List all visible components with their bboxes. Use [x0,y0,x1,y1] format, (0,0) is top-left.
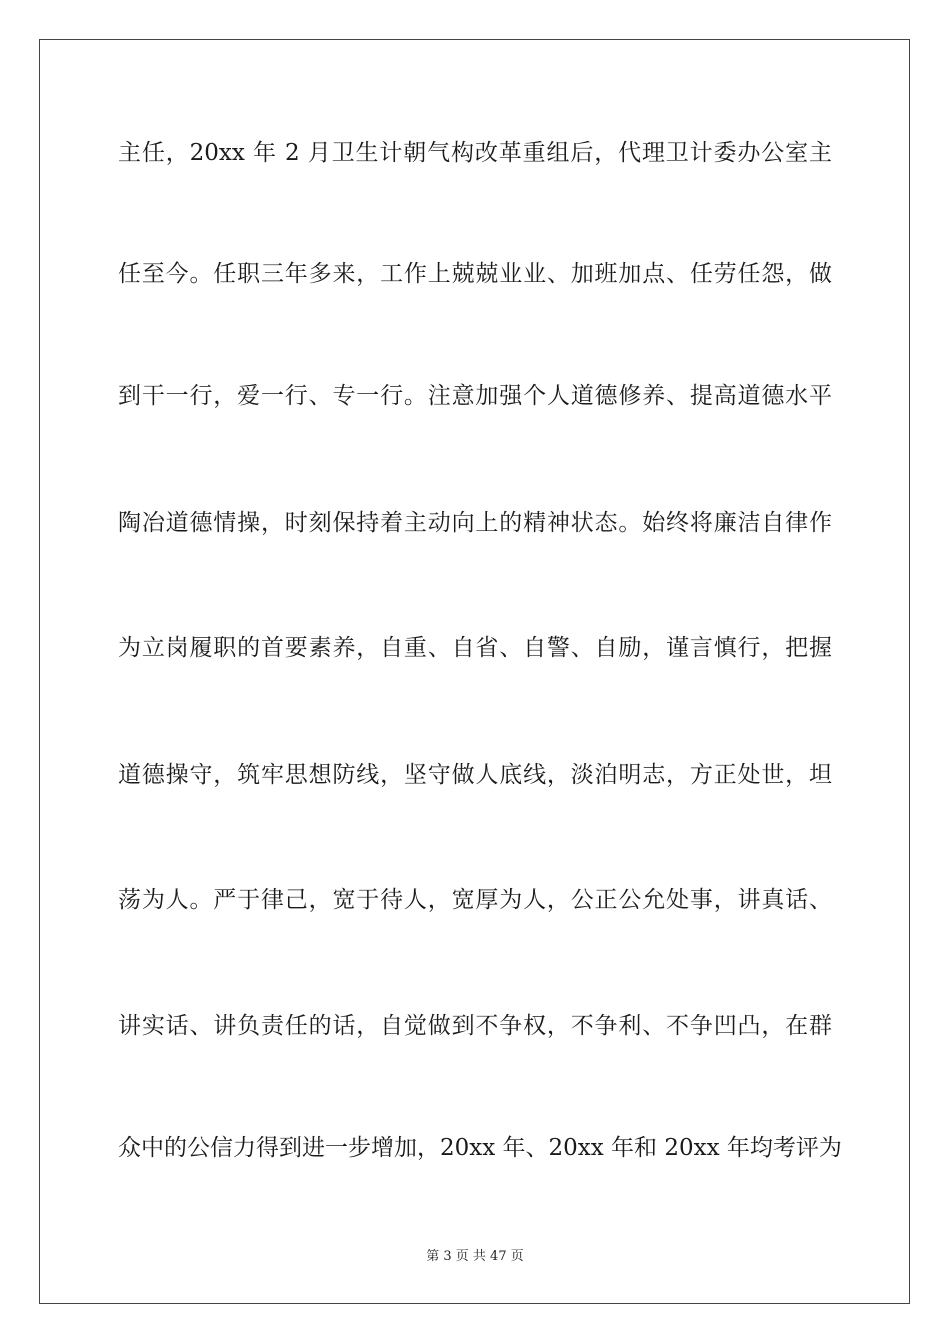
text-line: 荡为人。严于律己，宽于待人，宽厚为人，公正公允处事，讲真话、 [118,887,832,913]
text-line: 任至今。任职三年多来，工作上兢兢业业、加班加点、任劳任怨，做 [118,261,832,287]
text-line: 陶冶道德情操，时刻保持着主动向上的精神状态。始终将廉洁自律作 [118,510,832,536]
text-line: 讲实话、讲负责任的话，自觉做到不争权，不争利、不争凹凸，在群 [118,1013,832,1039]
page-number: 第 3 页 共 47 页 [426,1249,524,1264]
text-line: 众中的公信力得到进一步增加，20xx 年、20xx 年和 20xx 年均考评为 [118,1135,842,1161]
text-line: 道德操守，筑牢思想防线，坚守做人底线，淡泊明志，方正处世，坦 [118,762,832,788]
text-line: 为立岗履职的首要素养，自重、自省、自警、自励，谨言慎行，把握 [118,635,832,661]
page-border [39,39,910,1304]
text-line: 到干一行，爱一行、专一行。注意加强个人道德修养、提高道德水平 [118,383,832,409]
text-line: 主任，20xx 年 2 月卫生计朝气构改革重组后，代理卫计委办公室主 [118,140,832,166]
